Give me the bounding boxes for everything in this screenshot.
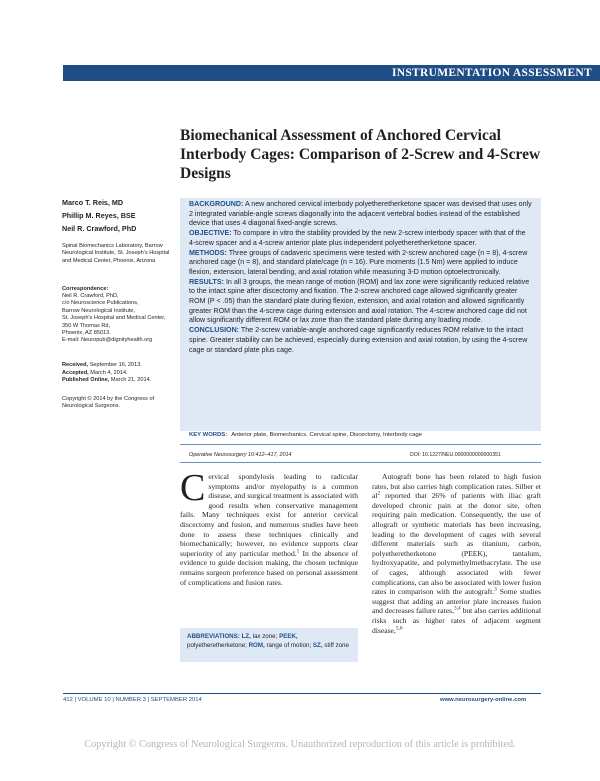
section-label: INSTRUMENTATION ASSESSMENT <box>391 67 592 79</box>
body-column-1 <box>180 467 358 587</box>
body-text: In the absence of evidence to guide decision making, the chosen technique remains surgeon preference based on personal assessment of complications and fusion rates. <box>180 548 358 587</box>
methods-heading: METHODS: <box>189 248 227 257</box>
body-text: but also carries additional risks such as higher rates of adjacent segment disease, <box>372 606 541 635</box>
keywords <box>189 432 422 438</box>
abbrev-value: lax zone; <box>250 633 278 640</box>
results-text: In all 3 groups, the mean range of motion (ROM) and lax zone were significantly reduced relative to the intact spine after discectomy and fixation. The 2-screw anchored cage allowed significantly greater ROM (P < .05) than the standard plate during flexion, extension, and axial rotation and allowed significantly greater ROM than the 4-screw cage during extension and axial rotation. The 4-screw anchored cage did not allow significantly different ROM or lax zone than the standard plate during any loading mode. <box>189 277 530 325</box>
correspondence-line: c/o Neuroscience Publications, <box>62 300 139 307</box>
abbreviations-box <box>180 628 358 662</box>
abbrev-key: PEEK, <box>279 633 298 640</box>
abstract-objective <box>189 229 533 248</box>
abbrev-key: LZ, <box>241 633 251 640</box>
author-list <box>62 197 136 235</box>
doi[interactable]: DOI: 10.1227/NEU.0000000000000351 <box>410 452 501 458</box>
article-dates <box>62 362 151 385</box>
results-heading: RESULTS: <box>189 277 224 286</box>
citation[interactable]: 3 <box>494 586 497 593</box>
correspondence-line: Phoenix, AZ 85013. <box>62 330 111 337</box>
correspondence-line: Barrow Neurological Institute, <box>62 307 136 314</box>
article-title: Biomechanical Assessment of Anchored Cervical Interbody Cages: Comparison of 2-Screw and 4-Screw Designs <box>180 127 541 182</box>
author: Marco T. Reis, MD <box>62 198 124 207</box>
correspondence-block <box>62 293 180 345</box>
citation[interactable]: 2 <box>377 490 381 497</box>
citation[interactable]: 5,6 <box>395 624 403 631</box>
footer-website[interactable]: www.neurosurgery-online.com <box>440 697 527 703</box>
accepted-date: March 4, 2014. <box>90 369 128 376</box>
background-heading: BACKGROUND: <box>189 200 244 208</box>
correspondence-line: St. Joseph's Hospital and Medical Center, <box>62 315 166 322</box>
abstract-conclusion <box>189 326 533 355</box>
conclusion-text: The 2-screw variable-angle anchored cage significantly reduces ROM relative to the intact spine. Greater stability can be achieved, especially during extension and axial rotation, by using the 4-screw cage or standard plate plus cage. <box>189 326 528 354</box>
body-text: Some studies suggest that adding an anterior plate increases fusion and decreases failure rates, <box>372 587 541 616</box>
abstract-results <box>189 278 533 327</box>
abbrev-value: range of motion; <box>264 642 312 650</box>
correspondence-line: Neil R. Crawford, PhD, <box>62 293 119 299</box>
abbrev-key: ROM, <box>248 642 265 650</box>
section-banner <box>63 65 600 81</box>
received-date: September 16, 2013. <box>89 362 142 368</box>
abstract-methods <box>189 249 533 278</box>
correspondence-email[interactable]: E-mail: Neuropub@dignityhealth.org <box>62 337 153 344</box>
copyright-notice: Copyright © 2014 by the Congress of Neurological Surgeons. <box>62 396 155 410</box>
body-column-2 <box>372 472 541 635</box>
body-text: Autograft bone has been related to high fusion rates, but also carries high complication rates. Silber et al <box>372 472 541 501</box>
received-label: Received, <box>62 362 89 368</box>
conclusion-heading: CONCLUSION: <box>189 326 240 335</box>
published-date: March 21, 2014. <box>110 377 152 384</box>
methods-text: Three groups of cadaveric specimens were tested with 2-screw anchored cage (n = 8), 4-screw anchored cage (n = 8), and standard plate/cage (n = 16). Pure moments (1.5 Nm) were applied to induce flexion, extension, lateral bending, and axial rotation while measuring 3-D motion optoelectronically. <box>189 248 528 276</box>
background-text: A new anchored cervical interbody polyetheretherketone spacer was devised that uses only 2 integrated variable-angle screws diagonally into the adjacent vertebral bodies instead of the established device that uses 4 diagonal fixed-angle screws. <box>189 200 532 228</box>
divider <box>180 444 541 445</box>
correspondence-line: 350 W Thomas Rd, <box>62 322 111 329</box>
abbreviations-label: ABBREVIATIONS: <box>187 633 240 640</box>
abbrev-value: polyetheretherketone; <box>187 642 247 650</box>
drop-cap: C <box>180 467 206 509</box>
divider <box>180 462 541 463</box>
citation[interactable]: 3,4 <box>453 605 461 612</box>
abstract-background <box>189 200 533 229</box>
copyright-watermark: Copyright © Congress of Neurological Surgeons. Unauthorized reproduction of this article is prohibited. <box>84 739 516 750</box>
journal-reference: Operative Neurosurgery 10:412–417, 2014 <box>189 452 292 458</box>
objective-heading: OBJECTIVE: <box>189 229 232 238</box>
abbrev-key: SZ, <box>312 642 323 650</box>
keywords-text: Anterior plate, Biomechanics, Cervical spine, Discectomy, Interbody cage <box>231 432 422 438</box>
abbrev-value: stiff zone <box>322 642 349 650</box>
accepted-label: Accepted, <box>62 369 89 376</box>
footer-issue: 412 | VOLUME 10 | NUMBER 3 | SEPTEMBER 2014 <box>63 697 202 703</box>
abstract-box <box>180 198 541 431</box>
author: Phillip M. Reyes, BSE <box>62 210 136 220</box>
objective-text: To compare in vitro the stability provided by the new 2-screw interbody spacer with that of the 4-screw spacer and a 4-screw anterior plate plus independent polyetheretherketone spacer. <box>189 229 526 247</box>
body-text: reported that 26% of patients with iliac graft developed chronic pain at the donor site, often requiring pain medication. Consequently, the use of allograft or synthetic materials has been increasing, leading to the development of cages with several different materials such as titanium, carbon, polyetheretherketone (PEEK), tantalum, hydroxyapatite, and polymethylmethacrylate. The use of cages, although associated with fewer complications, can also be associated with lower fusion rates in comparison with the autograft. <box>372 491 541 597</box>
keywords-label: KEY WORDS: <box>189 432 228 438</box>
author: Neil R. Crawford, PhD <box>62 223 137 233</box>
affiliation: Spinal Biomechanics Laboratory, Barrow Neurological Institute, St. Joseph's Hospital and Medical Center, Phoenix, Arizona <box>62 243 170 264</box>
footer-divider <box>63 693 541 694</box>
citation[interactable]: 1 <box>296 548 300 555</box>
published-label: Published Online, <box>62 377 110 384</box>
correspondence-heading: Correspondence: <box>62 286 109 292</box>
body-text: ervical spondylosis leading to radicular symptoms and/or myelopathy is a common disease, and surgical treatment is associated with good results when conservative management fails. Many techniques exist for anterior cervical discectomy and fusion, and numerous studies have been done to assess these techniques clinically and biomechanically; however, no evidence supports clear superiority of any particular method. <box>180 472 358 558</box>
